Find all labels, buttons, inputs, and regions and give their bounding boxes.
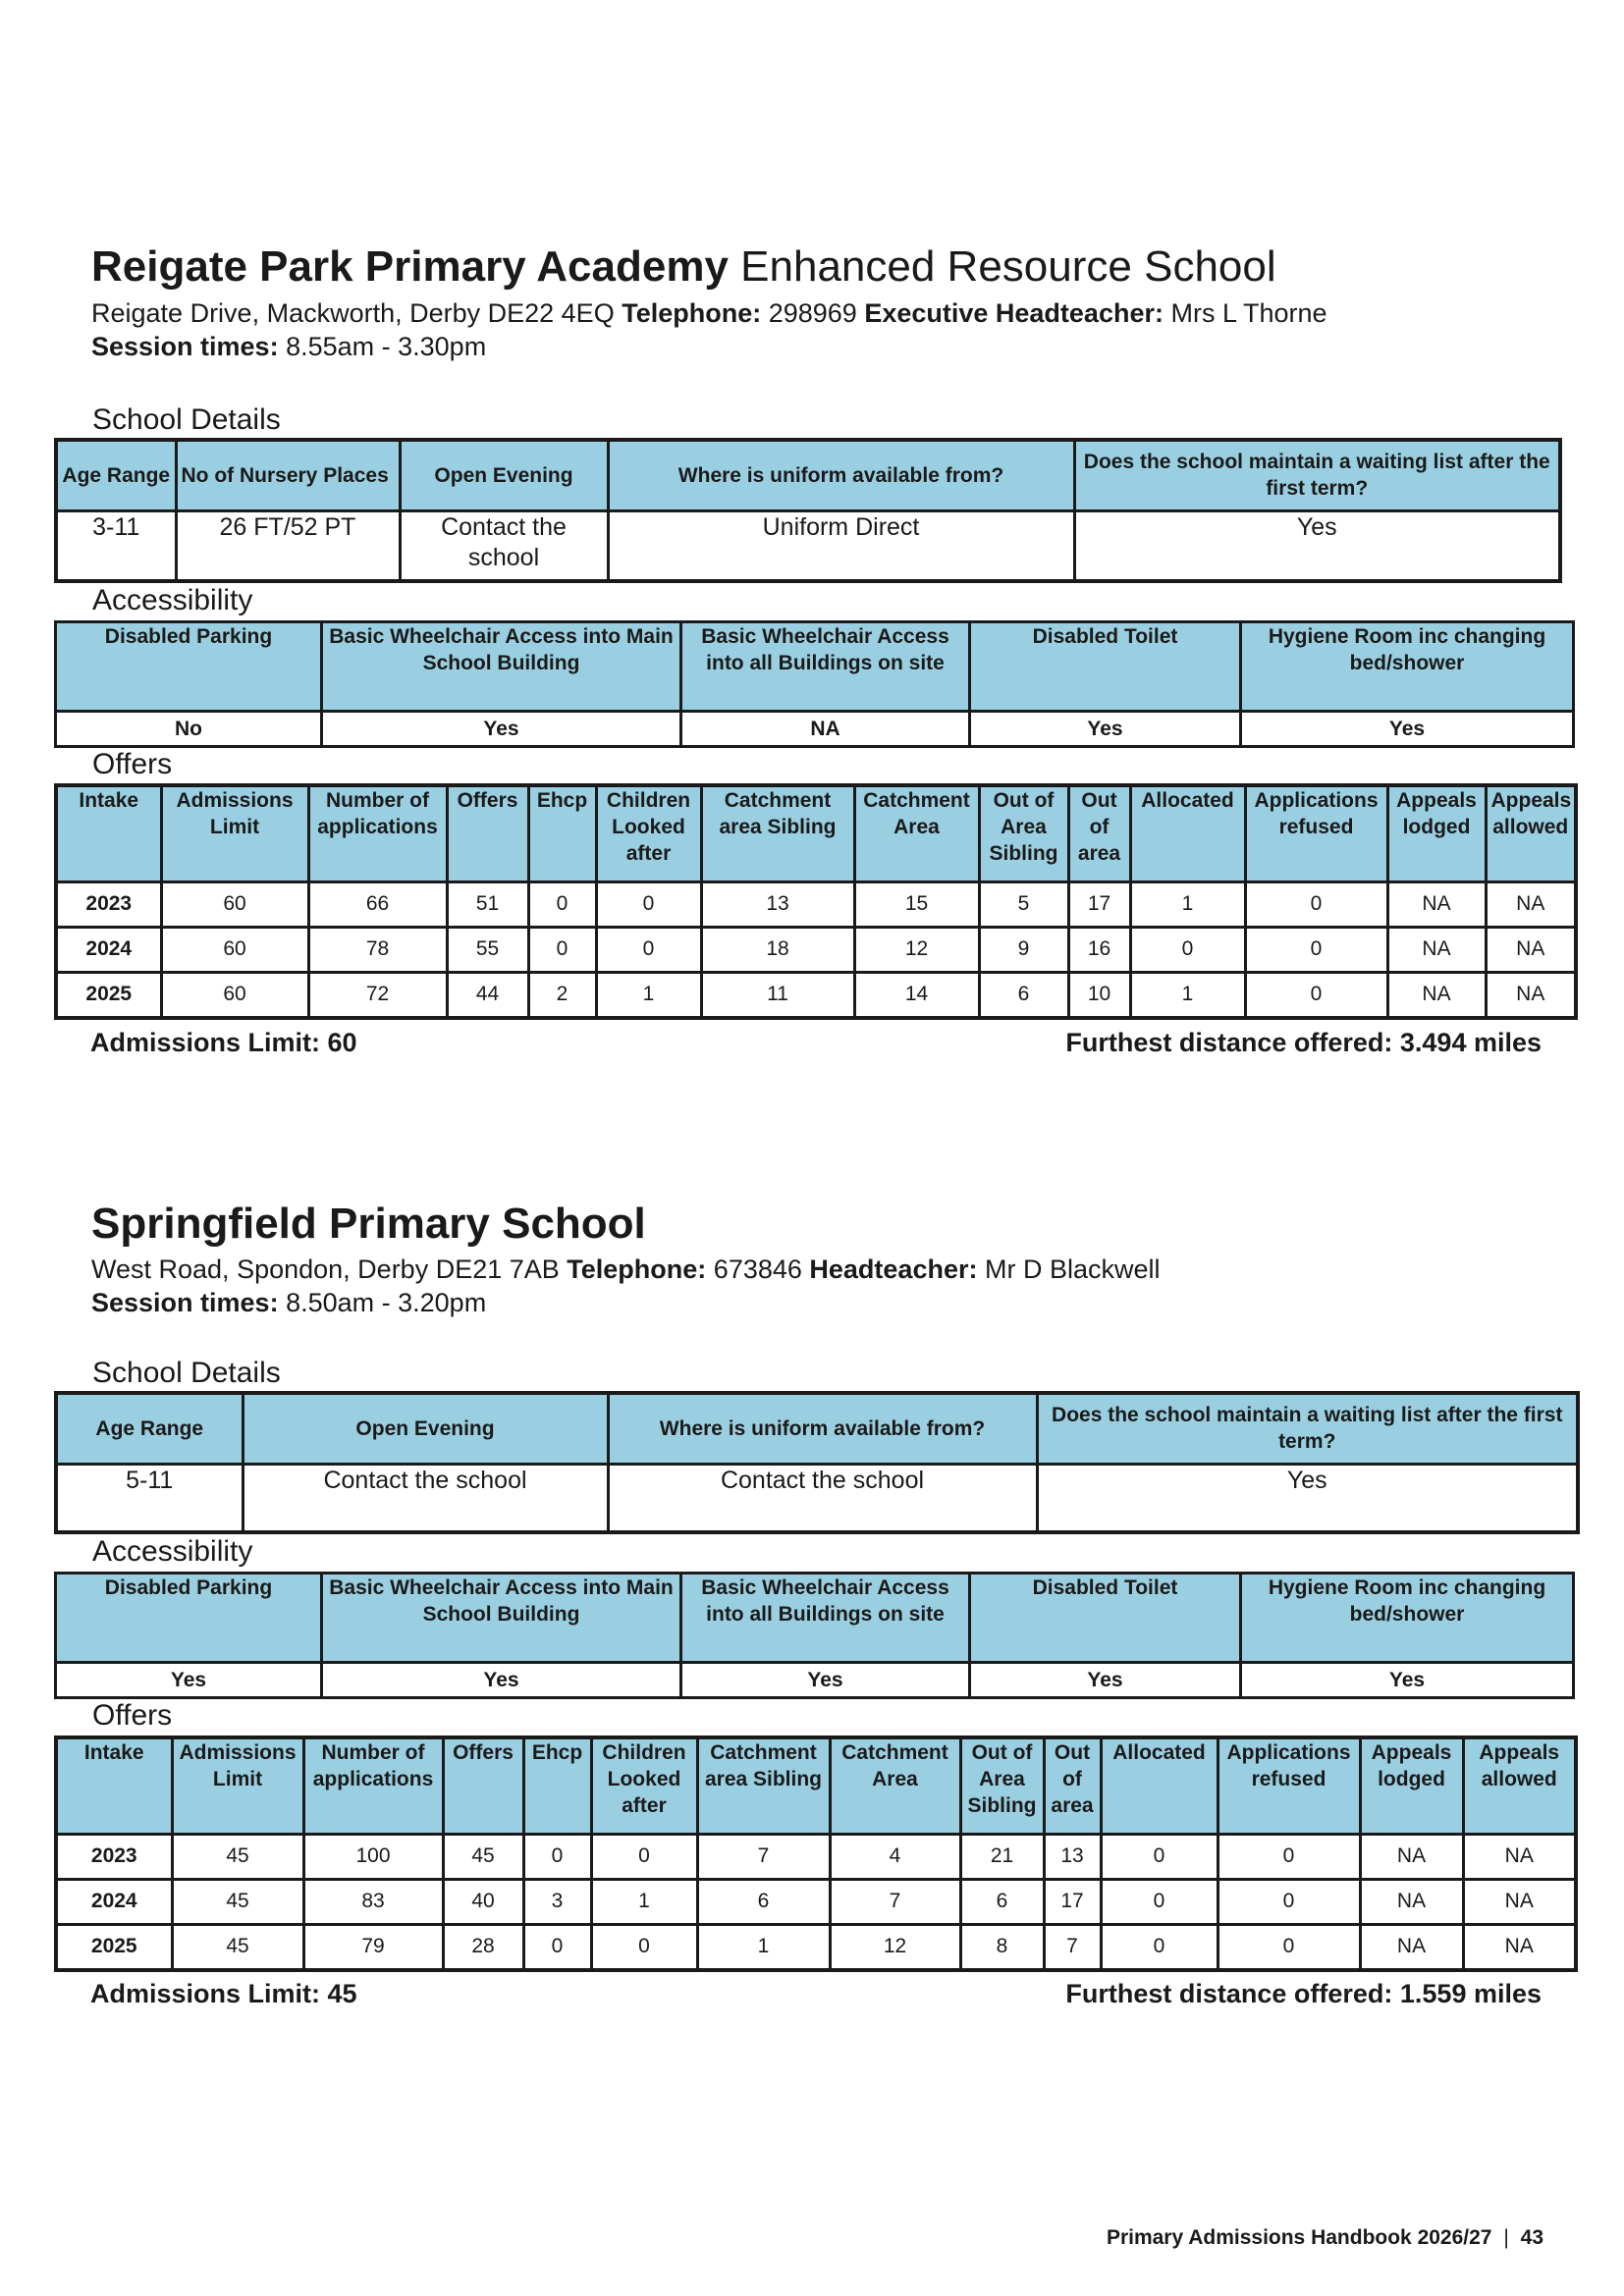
school-1-session: 8.55am - 3.30pm <box>278 332 487 361</box>
offers-cell: 60 <box>161 972 308 1018</box>
handbook-title: Primary Admissions Handbook 2026/27 <box>1106 2226 1492 2249</box>
offers-cell: 2 <box>528 972 596 1018</box>
offers-cell: 6 <box>979 972 1068 1018</box>
school-2-offers-heading: Offers <box>92 1699 173 1732</box>
offers-cell: 2025 <box>56 972 161 1018</box>
offers-cell: 45 <box>443 1834 523 1879</box>
access-header-toilet: Disabled Toilet <box>970 1574 1241 1663</box>
school-2-details-heading: School Details <box>92 1357 281 1389</box>
offers-cell: 18 <box>701 927 854 972</box>
school-2-head: Mr D Blackwell <box>977 1255 1161 1284</box>
offers-header-out-of-area: Out of area <box>1044 1737 1101 1834</box>
access-value-toilet: Yes <box>970 1663 1241 1698</box>
offers-cell: 2025 <box>56 1924 172 1970</box>
school-1-details-table <box>54 438 1562 583</box>
access-header-main-building: Basic Wheelchair Access into Main School Building <box>322 622 681 712</box>
offers-header-catchment-sibling: Catchment area Sibling <box>701 785 854 881</box>
table-row <box>56 1834 1576 1879</box>
school-1-offers-heading: Offers <box>92 748 173 780</box>
details-header-waiting-list: Does the school maintain a waiting list after the first term? <box>1037 1393 1578 1464</box>
offers-header-allocated: Allocated <box>1101 1737 1218 1834</box>
offers-header-appeals-allowed: Appeals allowed <box>1463 1737 1576 1834</box>
school-1-session-label: Session times: <box>91 332 279 361</box>
offers-cell: 9 <box>979 927 1068 972</box>
offers-cell: 1 <box>697 1924 830 1970</box>
offers-cell: 21 <box>960 1834 1044 1879</box>
offers-cell: 45 <box>172 1834 303 1879</box>
access-value-hygiene-room: Yes <box>1241 1663 1574 1698</box>
school-2-furthest-distance: Furthest distance offered: 1.559 miles <box>1065 1979 1542 2008</box>
offers-header-out-of-area-sibling: Out of Area Sibling <box>979 785 1068 881</box>
school-2-session-line <box>91 1286 486 1319</box>
offers-header-admissions-limit: Admissions Limit <box>172 1737 303 1834</box>
details-value-age-range: 5-11 <box>56 1464 243 1532</box>
offers-header-appeals-allowed: Appeals allowed <box>1486 785 1576 881</box>
school-2-head-label: Headteacher: <box>809 1255 978 1284</box>
offers-cell: 40 <box>443 1879 523 1924</box>
offers-cell: 0 <box>528 881 596 927</box>
offers-cell: 78 <box>308 927 447 972</box>
details-header-age-range: Age Range <box>56 440 176 510</box>
page-footer <box>1107 2226 1543 2250</box>
details-value-open-evening: Contact the school <box>400 510 608 581</box>
offers-cell: 14 <box>854 972 979 1018</box>
details-header-open-evening: Open Evening <box>400 440 608 510</box>
offers-header-intake: Intake <box>56 1737 172 1834</box>
offers-cell: 55 <box>447 927 528 972</box>
offers-cell: 7 <box>697 1834 830 1879</box>
offers-header-catchment-area: Catchment Area <box>854 785 979 881</box>
offers-cell: NA <box>1486 927 1576 972</box>
offers-cell: NA <box>1486 972 1576 1018</box>
offers-header-applications: Number of applications <box>303 1737 443 1834</box>
offers-cell: 2023 <box>56 1834 172 1879</box>
offers-cell: NA <box>1360 1879 1463 1924</box>
offers-cell: 1 <box>591 1879 697 1924</box>
page-number: 43 <box>1520 2226 1543 2249</box>
table-row <box>56 972 1576 1018</box>
offers-cell: 0 <box>523 1834 591 1879</box>
offers-cell: 1 <box>1130 972 1245 1018</box>
offers-cell: 60 <box>161 927 308 972</box>
offers-cell: 4 <box>830 1834 960 1879</box>
access-value-main-building: Yes <box>322 1663 681 1698</box>
offers-cell: 45 <box>172 1879 303 1924</box>
offers-cell: 8 <box>960 1924 1044 1970</box>
offers-header-ehcp: Ehcp <box>528 785 596 881</box>
offers-cell: 2024 <box>56 927 161 972</box>
table-row <box>56 881 1576 927</box>
school-2-session: 8.50am - 3.20pm <box>278 1288 487 1317</box>
table-row <box>56 927 1576 972</box>
access-header-hygiene-room: Hygiene Room inc changing bed/shower <box>1241 1574 1574 1663</box>
offers-cell: 45 <box>172 1924 303 1970</box>
access-value-all-buildings: Yes <box>681 1663 970 1698</box>
offers-header-out-of-area: Out of area <box>1068 785 1130 881</box>
details-value-nursery-places: 26 FT/52 PT <box>176 510 400 581</box>
offers-header-intake: Intake <box>56 785 161 881</box>
details-header-nursery-places: No of Nursery Places <box>176 440 400 510</box>
school-2-session-label: Session times: <box>91 1288 279 1317</box>
offers-cell: 0 <box>1218 1879 1360 1924</box>
table-row <box>56 1924 1576 1970</box>
offers-cell: 17 <box>1044 1879 1101 1924</box>
offers-header-offers: Offers <box>443 1737 523 1834</box>
offers-cell: 0 <box>1101 1834 1218 1879</box>
school-1-address: Reigate Drive, Mackworth, Derby DE22 4EQ <box>91 298 623 328</box>
details-value-age-range: 3-11 <box>56 510 176 581</box>
offers-cell: 6 <box>697 1879 830 1924</box>
offers-cell: 0 <box>591 1924 697 1970</box>
access-header-all-buildings: Basic Wheelchair Access into all Buildings on site <box>681 1574 970 1663</box>
offers-cell: 100 <box>303 1834 443 1879</box>
footer-separator: | <box>1503 2226 1509 2249</box>
school-1-telephone-label: Telephone: <box>622 298 762 328</box>
details-header-uniform: Where is uniform available from? <box>608 440 1074 510</box>
offers-cell: 28 <box>443 1924 523 1970</box>
offers-cell: 3 <box>523 1879 591 1924</box>
school-2-title <box>91 1199 646 1250</box>
offers-cell: 0 <box>1218 1834 1360 1879</box>
offers-header-looked-after: Children Looked after <box>596 785 701 881</box>
offers-header-catchment-area: Catchment Area <box>830 1737 960 1834</box>
offers-cell: 11 <box>701 972 854 1018</box>
school-1-details-heading: School Details <box>92 403 281 436</box>
school-2-accessibility-table <box>54 1572 1575 1699</box>
offers-cell: 13 <box>701 881 854 927</box>
offers-cell: 0 <box>1101 1879 1218 1924</box>
offers-cell: NA <box>1387 881 1486 927</box>
offers-cell: 0 <box>1101 1924 1218 1970</box>
school-1-furthest-distance: Furthest distance offered: 3.494 miles <box>1065 1028 1542 1057</box>
offers-cell: 13 <box>1044 1834 1101 1879</box>
access-header-parking: Disabled Parking <box>56 1574 322 1663</box>
offers-cell: 2024 <box>56 1879 172 1924</box>
offers-cell: NA <box>1360 1924 1463 1970</box>
school-1-telephone: 298969 <box>761 298 865 328</box>
offers-header-appeals-lodged: Appeals lodged <box>1360 1737 1463 1834</box>
school-2-address: West Road, Spondon, Derby DE21 7AB <box>91 1255 568 1284</box>
offers-cell: 79 <box>303 1924 443 1970</box>
access-value-parking: Yes <box>56 1663 322 1698</box>
school-2-details-table <box>54 1391 1580 1534</box>
details-value-uniform: Contact the school <box>608 1464 1037 1532</box>
offers-cell: NA <box>1486 881 1576 927</box>
offers-cell: 0 <box>596 881 701 927</box>
offers-header-out-of-area-sibling: Out of Area Sibling <box>960 1737 1044 1834</box>
offers-header-applications: Number of applications <box>308 785 447 881</box>
offers-cell: NA <box>1463 1879 1576 1924</box>
offers-cell: 12 <box>830 1924 960 1970</box>
details-value-waiting-list: Yes <box>1037 1464 1578 1532</box>
offers-cell: NA <box>1387 927 1486 972</box>
offers-cell: 0 <box>1130 927 1245 972</box>
details-header-waiting-list: Does the school maintain a waiting list after the first term? <box>1074 440 1560 510</box>
school-1-name-suffix: Enhanced Resource School <box>728 242 1276 291</box>
offers-cell: 60 <box>161 881 308 927</box>
details-value-open-evening: Contact the school <box>243 1464 608 1532</box>
school-2-offers-table <box>54 1735 1578 1972</box>
offers-cell: NA <box>1463 1924 1576 1970</box>
school-1-title <box>91 241 1276 293</box>
access-value-hygiene-room: Yes <box>1241 712 1574 747</box>
offers-cell: 0 <box>1245 881 1387 927</box>
school-2-contact-line <box>91 1253 1161 1286</box>
access-header-all-buildings: Basic Wheelchair Access into all Buildings on site <box>681 622 970 712</box>
offers-cell: 7 <box>1044 1924 1101 1970</box>
school-1-offers-table <box>54 783 1578 1020</box>
access-value-toilet: Yes <box>970 712 1241 747</box>
offers-cell: NA <box>1387 972 1486 1018</box>
offers-cell: 2023 <box>56 881 161 927</box>
offers-cell: NA <box>1360 1834 1463 1879</box>
school-1-contact-line <box>91 296 1327 330</box>
offers-cell: 0 <box>596 927 701 972</box>
offers-header-offers: Offers <box>447 785 528 881</box>
offers-cell: 0 <box>1245 927 1387 972</box>
details-header-open-evening: Open Evening <box>243 1393 608 1464</box>
school-1-accessibility-heading: Accessibility <box>92 584 253 616</box>
access-value-parking: No <box>56 712 322 747</box>
offers-cell: 7 <box>830 1879 960 1924</box>
details-value-uniform: Uniform Direct <box>608 510 1074 581</box>
access-value-all-buildings: NA <box>681 712 970 747</box>
offers-cell: 0 <box>1245 972 1387 1018</box>
offers-cell: 72 <box>308 972 447 1018</box>
offers-cell: 66 <box>308 881 447 927</box>
school-2-name: Springfield Primary School <box>91 1200 646 1248</box>
offers-header-refused: Applications refused <box>1245 785 1387 881</box>
offers-cell: 16 <box>1068 927 1130 972</box>
offers-cell: 1 <box>1130 881 1245 927</box>
offers-cell: 6 <box>960 1879 1044 1924</box>
offers-cell: 0 <box>523 1924 591 1970</box>
details-header-age-range: Age Range <box>56 1393 243 1464</box>
school-2-accessibility-heading: Accessibility <box>92 1535 253 1568</box>
offers-cell: 0 <box>1218 1924 1360 1970</box>
offers-cell: 12 <box>854 927 979 972</box>
offers-cell: NA <box>1463 1834 1576 1879</box>
access-header-hygiene-room: Hygiene Room inc changing bed/shower <box>1241 622 1574 712</box>
school-1-admissions-limit: Admissions Limit: 60 <box>90 1028 357 1057</box>
offers-header-admissions-limit: Admissions Limit <box>161 785 308 881</box>
offers-cell: 1 <box>596 972 701 1018</box>
offers-cell: 44 <box>447 972 528 1018</box>
offers-cell: 0 <box>528 927 596 972</box>
table-row <box>56 1879 1576 1924</box>
offers-cell: 17 <box>1068 881 1130 927</box>
school-1-head: Mrs L Thorne <box>1163 298 1327 328</box>
school-2-admissions-limit: Admissions Limit: 45 <box>90 1979 357 2008</box>
offers-cell: 5 <box>979 881 1068 927</box>
offers-header-appeals-lodged: Appeals lodged <box>1387 785 1486 881</box>
offers-header-looked-after: Children Looked after <box>591 1737 697 1834</box>
school-1-session-line <box>91 330 486 363</box>
offers-cell: 0 <box>591 1834 697 1879</box>
access-value-main-building: Yes <box>322 712 681 747</box>
offers-header-ehcp: Ehcp <box>523 1737 591 1834</box>
school-2-telephone: 673846 <box>706 1255 810 1284</box>
access-header-parking: Disabled Parking <box>56 622 322 712</box>
offers-header-refused: Applications refused <box>1218 1737 1360 1834</box>
offers-header-allocated: Allocated <box>1130 785 1245 881</box>
offers-cell: 83 <box>303 1879 443 1924</box>
offers-cell: 10 <box>1068 972 1130 1018</box>
school-1-accessibility-table <box>54 620 1575 748</box>
school-1-head-label: Executive Headteacher: <box>864 298 1164 328</box>
offers-cell: 51 <box>447 881 528 927</box>
offers-header-catchment-sibling: Catchment area Sibling <box>697 1737 830 1834</box>
details-value-waiting-list: Yes <box>1074 510 1560 581</box>
access-header-toilet: Disabled Toilet <box>970 622 1241 712</box>
school-1-name: Reigate Park Primary Academy <box>91 242 729 291</box>
details-header-uniform: Where is uniform available from? <box>608 1393 1037 1464</box>
school-2-telephone-label: Telephone: <box>567 1255 707 1284</box>
offers-cell: 15 <box>854 881 979 927</box>
access-header-main-building: Basic Wheelchair Access into Main School Building <box>322 1574 681 1663</box>
